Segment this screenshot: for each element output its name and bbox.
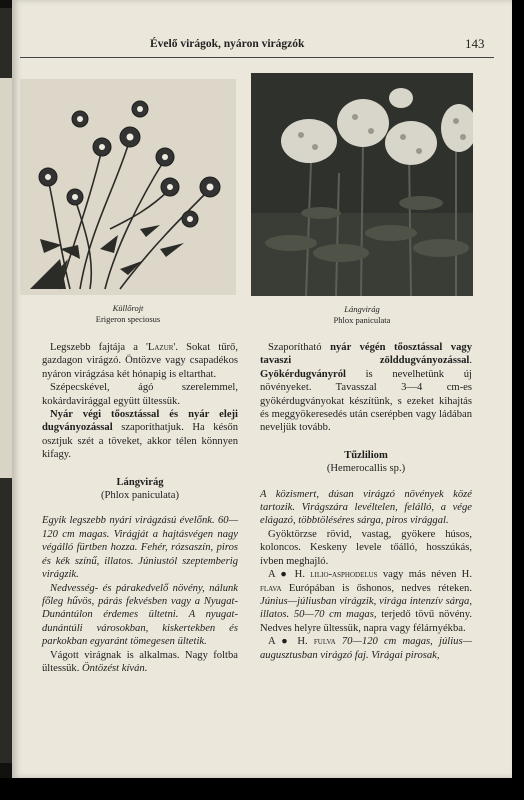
paragraph: A ● H. lilio-asphodelus vagy más néven H. flava Európában is őshonos, nedves réteken. Június—júliusban virágzik, virága intenzív sárga, illatos. 50—70 cm magas, terjedő tövű növény. Nedves helyre ültessük, napra vagy félárnyékba. — [260, 569, 472, 634]
page-number: 143 — [465, 36, 485, 51]
caption-phlox — [251, 304, 473, 326]
header-rule — [20, 57, 494, 58]
paragraph: Gyöktörzse rövid, vastag, gyökere húsos, koloncos. Keskeny levele tőálló, hosszúkás, ívben meghajló. — [260, 528, 472, 567]
paragraph: A ● H. fulva 70—120 cm magas, július—augusztusban virágzó faj. Virágai pirosak, — [260, 636, 472, 661]
caption-common-name: Lángvirág — [344, 304, 380, 314]
paragraph: A közismert, dúsan virágzó növények közé tartozik. Virágszára levéltelen, felálló, a vége elágazó, többtöléséres sárga, piros virággal. — [260, 488, 472, 527]
erigeron-illustration — [20, 79, 236, 295]
photo-erigeron — [20, 79, 236, 295]
paragraph: Vágott virágnak is alkalmas. Nagy foltba ültessük. Öntözést kíván. — [42, 649, 238, 674]
phlox-illustration — [251, 73, 473, 296]
caption-erigeron — [20, 303, 236, 325]
photo-phlox — [251, 73, 473, 296]
running-header: Évelő virágok, nyáron virágzók — [150, 38, 305, 50]
section-title: Lángvirág — [116, 476, 164, 488]
right-text-column — [260, 341, 472, 662]
caption-common-name: Küllőrojt — [112, 303, 144, 313]
section-subtitle: (Phlox paniculata) — [101, 490, 179, 502]
paragraph: Szépecskével, ágó szerelemmel, kokárdavirággal együtt ültessük. — [42, 382, 238, 407]
paragraph: Nedvesség- és párakedvelő növény, nálunk főleg hűvös, párás fekvésben vagy a Nyugat-Dunántúlon érdemes ültetni. A nyugat-dunántúli városokban, kiskertekben és parkokban egyaránt tömegesen ültetik. — [42, 582, 238, 648]
caption-latin-name: Phlox paniculata — [333, 315, 391, 325]
paragraph: Szaporítható nyár végén tőosztással vagy tavaszi zölddugványozással. Gyökérdugványról is nevelhetünk új növényeket. Tavasszal 3—4 cm-es gyökérdugványokat készítünk, s ezeket kihajtás és meggyökeresedés után cserépben vagy ládában neveljük tovább. — [260, 342, 472, 434]
left-text-column — [42, 341, 238, 675]
paragraph: Nyár végi tőosztással és nyár eleji dugványozással szaporíthatjuk. Ha későn osztjuk szét a töveket, akkor télen könnyen kifagy. — [42, 409, 238, 461]
bottom-shadow — [0, 778, 524, 800]
section-subtitle: (Hemerocallis sp.) — [326, 463, 406, 475]
paragraph: Legszebb fajtája a 'Lazur'. Sokat tűrő, gazdagon virágzó. Öntözve vagy csapadékos nyáron virágzása két hónapig is eltarthat. — [42, 342, 238, 380]
caption-latin-name: Erigeron speciosus — [95, 314, 161, 324]
paragraph: Egyik legszebb nyári virágzású évelőnk. 60—120 cm magas. Virágját a hajtásvégen nagy végálló fürtben hozza. Fehér, rózsaszín, piros és kék színű, illatos. Júniustól szeptemberig virágzik. — [42, 515, 238, 581]
section-title: Tűzliliom — [344, 449, 388, 461]
